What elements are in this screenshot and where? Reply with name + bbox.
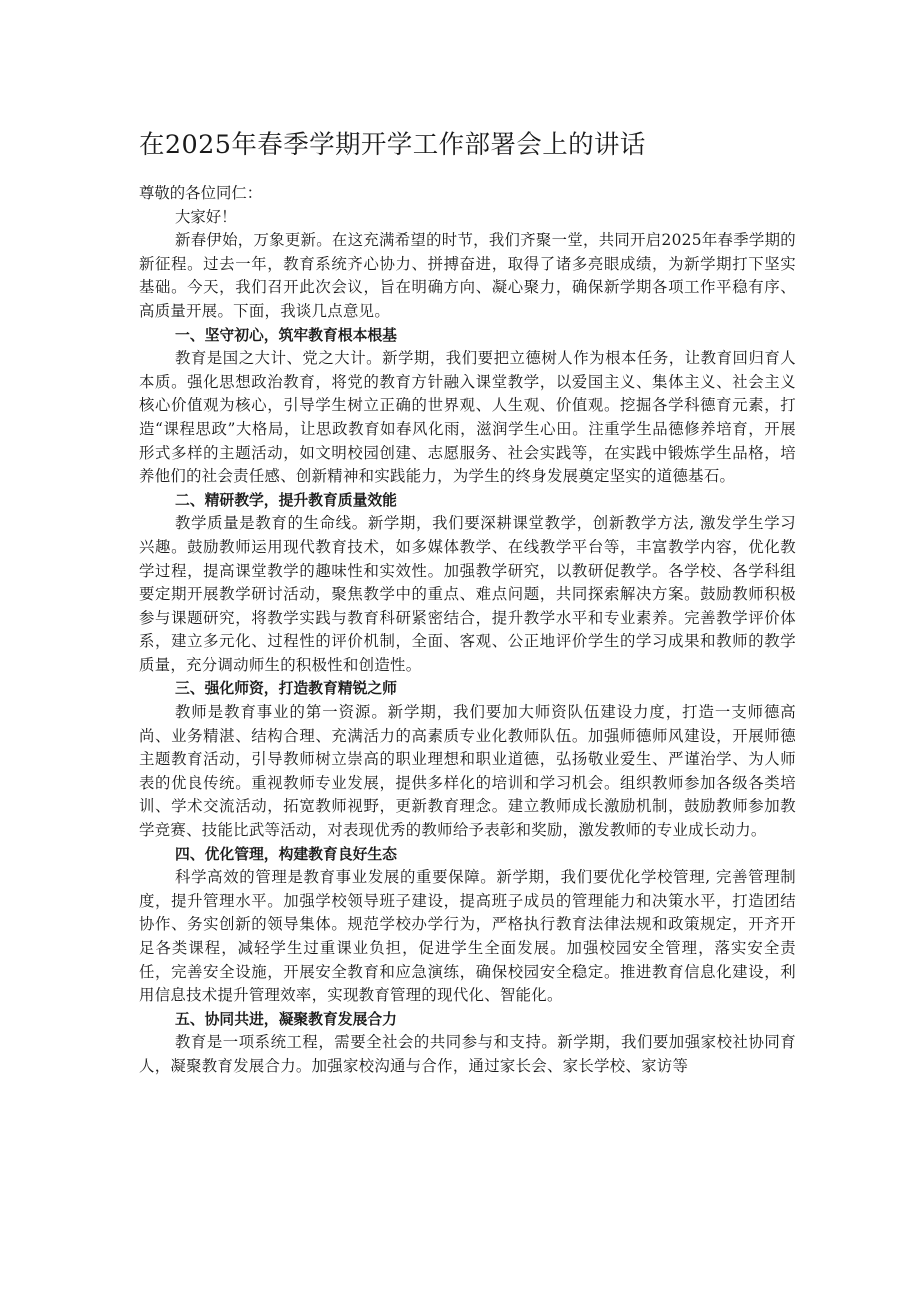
section-body-4: 科学高效的管理是教育事业发展的重要保障。新学期，我们要优化学校管理, 完善管理制度，提升管理水平。加强学校领导班子建设，提高班子成员的管理能力和决策水平，打造团结协作、务实创新的领导集体。规范学校办学行为，严格执行教育法律法规和政策规定，开齐开足各类课程，减轻学生过重课业负担，促进学生全面发展。加强校园安全管理，落实安全责任，完善安全设施，开展安全教育和应急演练，确保校园安全稳定。推进教育信息化建设，利用信息技术提升管理效率，实现教育管理的现代化、智能化。: [139, 868, 796, 1005]
salutation: 尊敬的各位同仁：: [139, 184, 263, 202]
section-body-2: 教学质量是教育的生命线。新学期，我们要深耕课堂教学，创新教学方法, 激发学生学习兴趣。鼓励教师运用现代教育技术，如多媒体教学、在线教学平台等，丰富教学内容，优化教学过程，提高课堂教学的趣味性和实效性。加强教学研究，以教研促教学。各学校、各学科组要定期开展教学研讨活动，聚焦教学中的重点、难点问题，共同探索解决方案。鼓励教师积极参与课题研究，将教学实践与教育科研紧密结合，提升教学水平和专业素养。完善教学评价体系，建立多元化、过程性的评价机制，全面、客观、公正地评价学生的学习成果和教师的教学质量，充分调动师生的积极性和创造性。: [139, 514, 796, 674]
section-heading-4: 四、优化管理，构建教育良好生态: [175, 845, 397, 863]
section-heading-3: 三、强化师资，打造教育精锐之师: [175, 680, 397, 698]
section-body-1: 教育是国之大计、党之大计。新学期，我们要把立德树人作为根本任务，让教育回归育人本质。强化思想政治教育，将党的教育方针融入课堂教学，以爱国主义、集体主义、社会主义核心价值观为核心，引导学生树立正确的世界观、人生观、价值观。挖掘各学科德育元素，打造“课程思政”大格局，让思政教育如春风化雨，滋润学生心田。注重学生品德修养培育，开展形式多样的主题活动，如文明校园创建、志愿服务、社会实践等，在实践中锻炼学生品格，培养他们的社会责任感、创新精神和实践能力，为学生的终身发展奠定坚实的道德基石。: [139, 349, 796, 486]
section-body-5: 教育是一项系统工程，需要全社会的共同参与和支持。新学期，我们要加强家校社协同育人，凝聚教育发展合力。加强家校沟通与合作，通过家长会、家长学校、家访等: [139, 1033, 796, 1075]
section-heading-2: 二、精研教学，提升教育质量效能: [175, 491, 397, 509]
document-body: [139, 182, 796, 1079]
greeting: 大家好！: [175, 207, 237, 226]
intro-paragraph: 新春伊始，万象更新。在这充满希望的时节，我们齐聚一堂，共同开启2025年春季学期的新征程。过去一年，教育系统齐心协力、拼搏奋进，取得了诸多亮眼成绩，为新学期打下坚实基础。今天，我们召开此次会议，旨在明确方向、凝心聚力，确保新学期各项工作平稳有序、高质量开展。下面，我谈几点意见。: [139, 231, 796, 320]
document-title: 在2025年春季学期开学工作部署会上的讲话: [139, 130, 646, 160]
section-heading-5: 五、协同共进，凝聚教育发展合力: [175, 1010, 397, 1028]
section-heading-1: 一、坚守初心，筑牢教育根本根基: [175, 326, 397, 344]
section-body-3: 教师是教育事业的第一资源。新学期，我们要加大师资队伍建设力度，打造一支师德高尚、业务精湛、结构合理、充满活力的高素质专业化教师队伍。加强师德师风建设，开展师德主题教育活动，引导教师树立崇高的职业理想和职业道德，弘扬敬业爱生、严谨治学、为人师表的优良传统。重视教师专业发展，提供多样化的培训和学习机会。组织教师参加各级各类培训、学术交流活动，拓宽教师视野，更新教育理念。建立教师成长激励机制，鼓励教师参加教学竞赛、技能比武等活动，对表现优秀的教师给予表彰和奖励，激发教师的专业成长动力。: [139, 703, 796, 840]
